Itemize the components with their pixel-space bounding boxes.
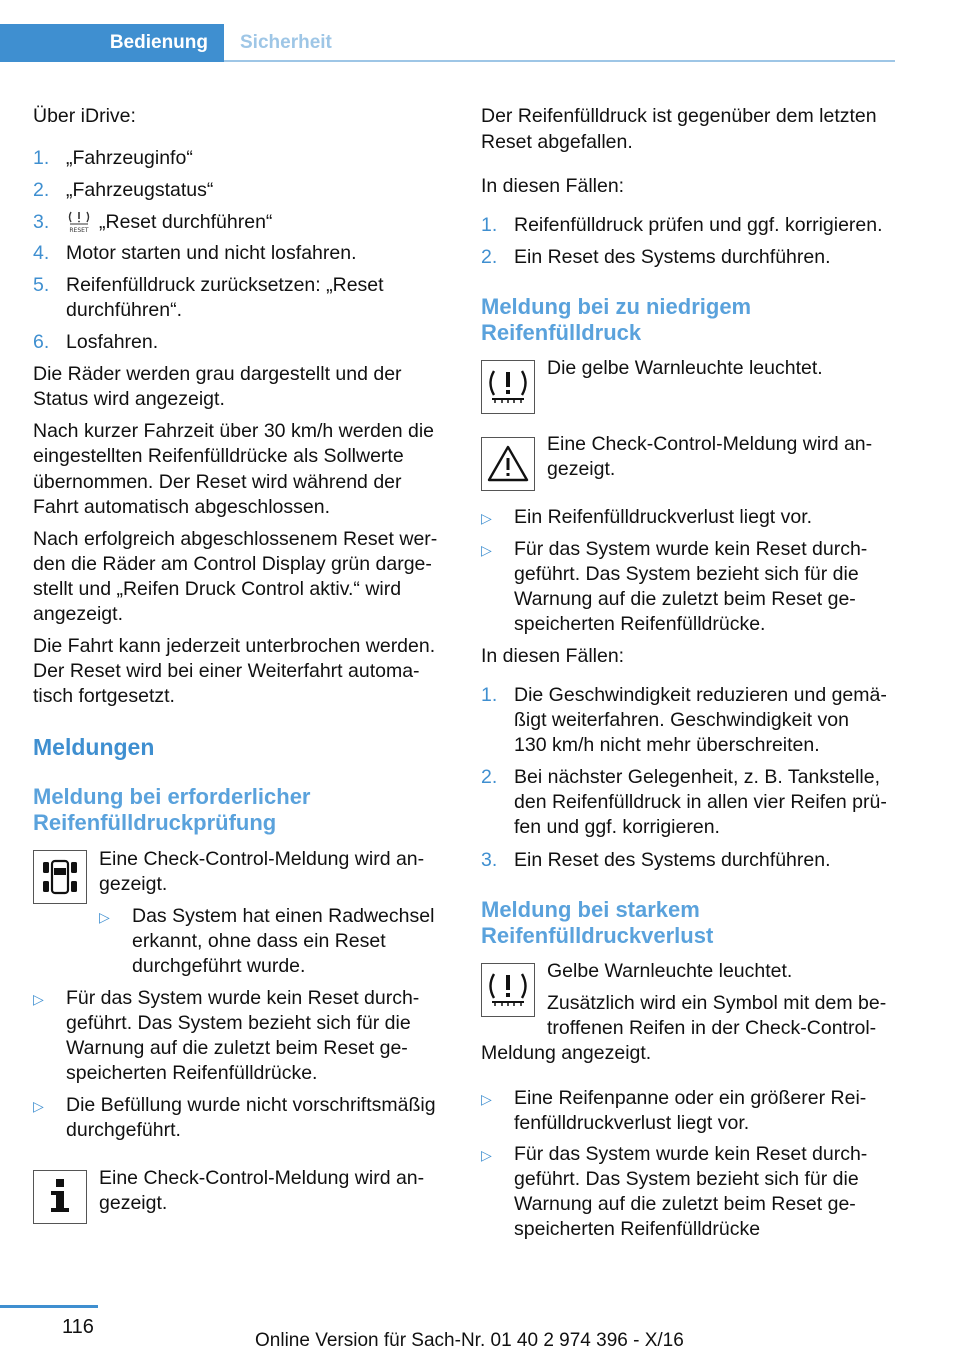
bullet-triangle-icon: ▷: [33, 1098, 44, 1114]
info-icon: [33, 1170, 87, 1224]
intro-text: Über iDrive:: [33, 105, 136, 127]
tire-pressure-warning-icon: [481, 963, 535, 1017]
header-tabs: [0, 24, 895, 62]
warning-triangle-icon: [481, 437, 535, 491]
warning-text: Die gelbe Warnleuchte leuchtet.: [547, 357, 823, 379]
bullet-triangle-icon: ▷: [481, 1147, 492, 1163]
section-heading-meldungen: Meldungen: [33, 734, 155, 760]
reset-icon: [66, 210, 92, 234]
bullet-triangle-icon: ▷: [33, 991, 44, 1007]
tab-sicherheit[interactable]: Sicherheit: [240, 32, 332, 53]
warning-text: Gelbe Warnleuchte leuchtet.: [547, 960, 793, 982]
header-rule: [224, 60, 895, 62]
footer-rule: [0, 1305, 98, 1308]
tab-bedienung[interactable]: Bedienung: [0, 24, 224, 62]
bullet-triangle-icon: ▷: [481, 510, 492, 526]
footer-text: Online Version für Sach-Nr. 01 40 2 974 396 - X/16: [255, 1330, 684, 1351]
paragraph: In diesen Fällen:: [481, 645, 625, 667]
tire-check-icon: [33, 850, 87, 904]
bullet-triangle-icon: ▷: [481, 542, 492, 558]
tire-pressure-warning-icon: [481, 360, 535, 414]
bullet-triangle-icon: ▷: [481, 1091, 492, 1107]
page-number: 116: [62, 1316, 94, 1338]
bullet-triangle-icon: ▷: [99, 909, 110, 925]
paragraph: In diesen Fällen:: [481, 175, 625, 197]
svg-text:RESET: RESET: [69, 227, 89, 234]
